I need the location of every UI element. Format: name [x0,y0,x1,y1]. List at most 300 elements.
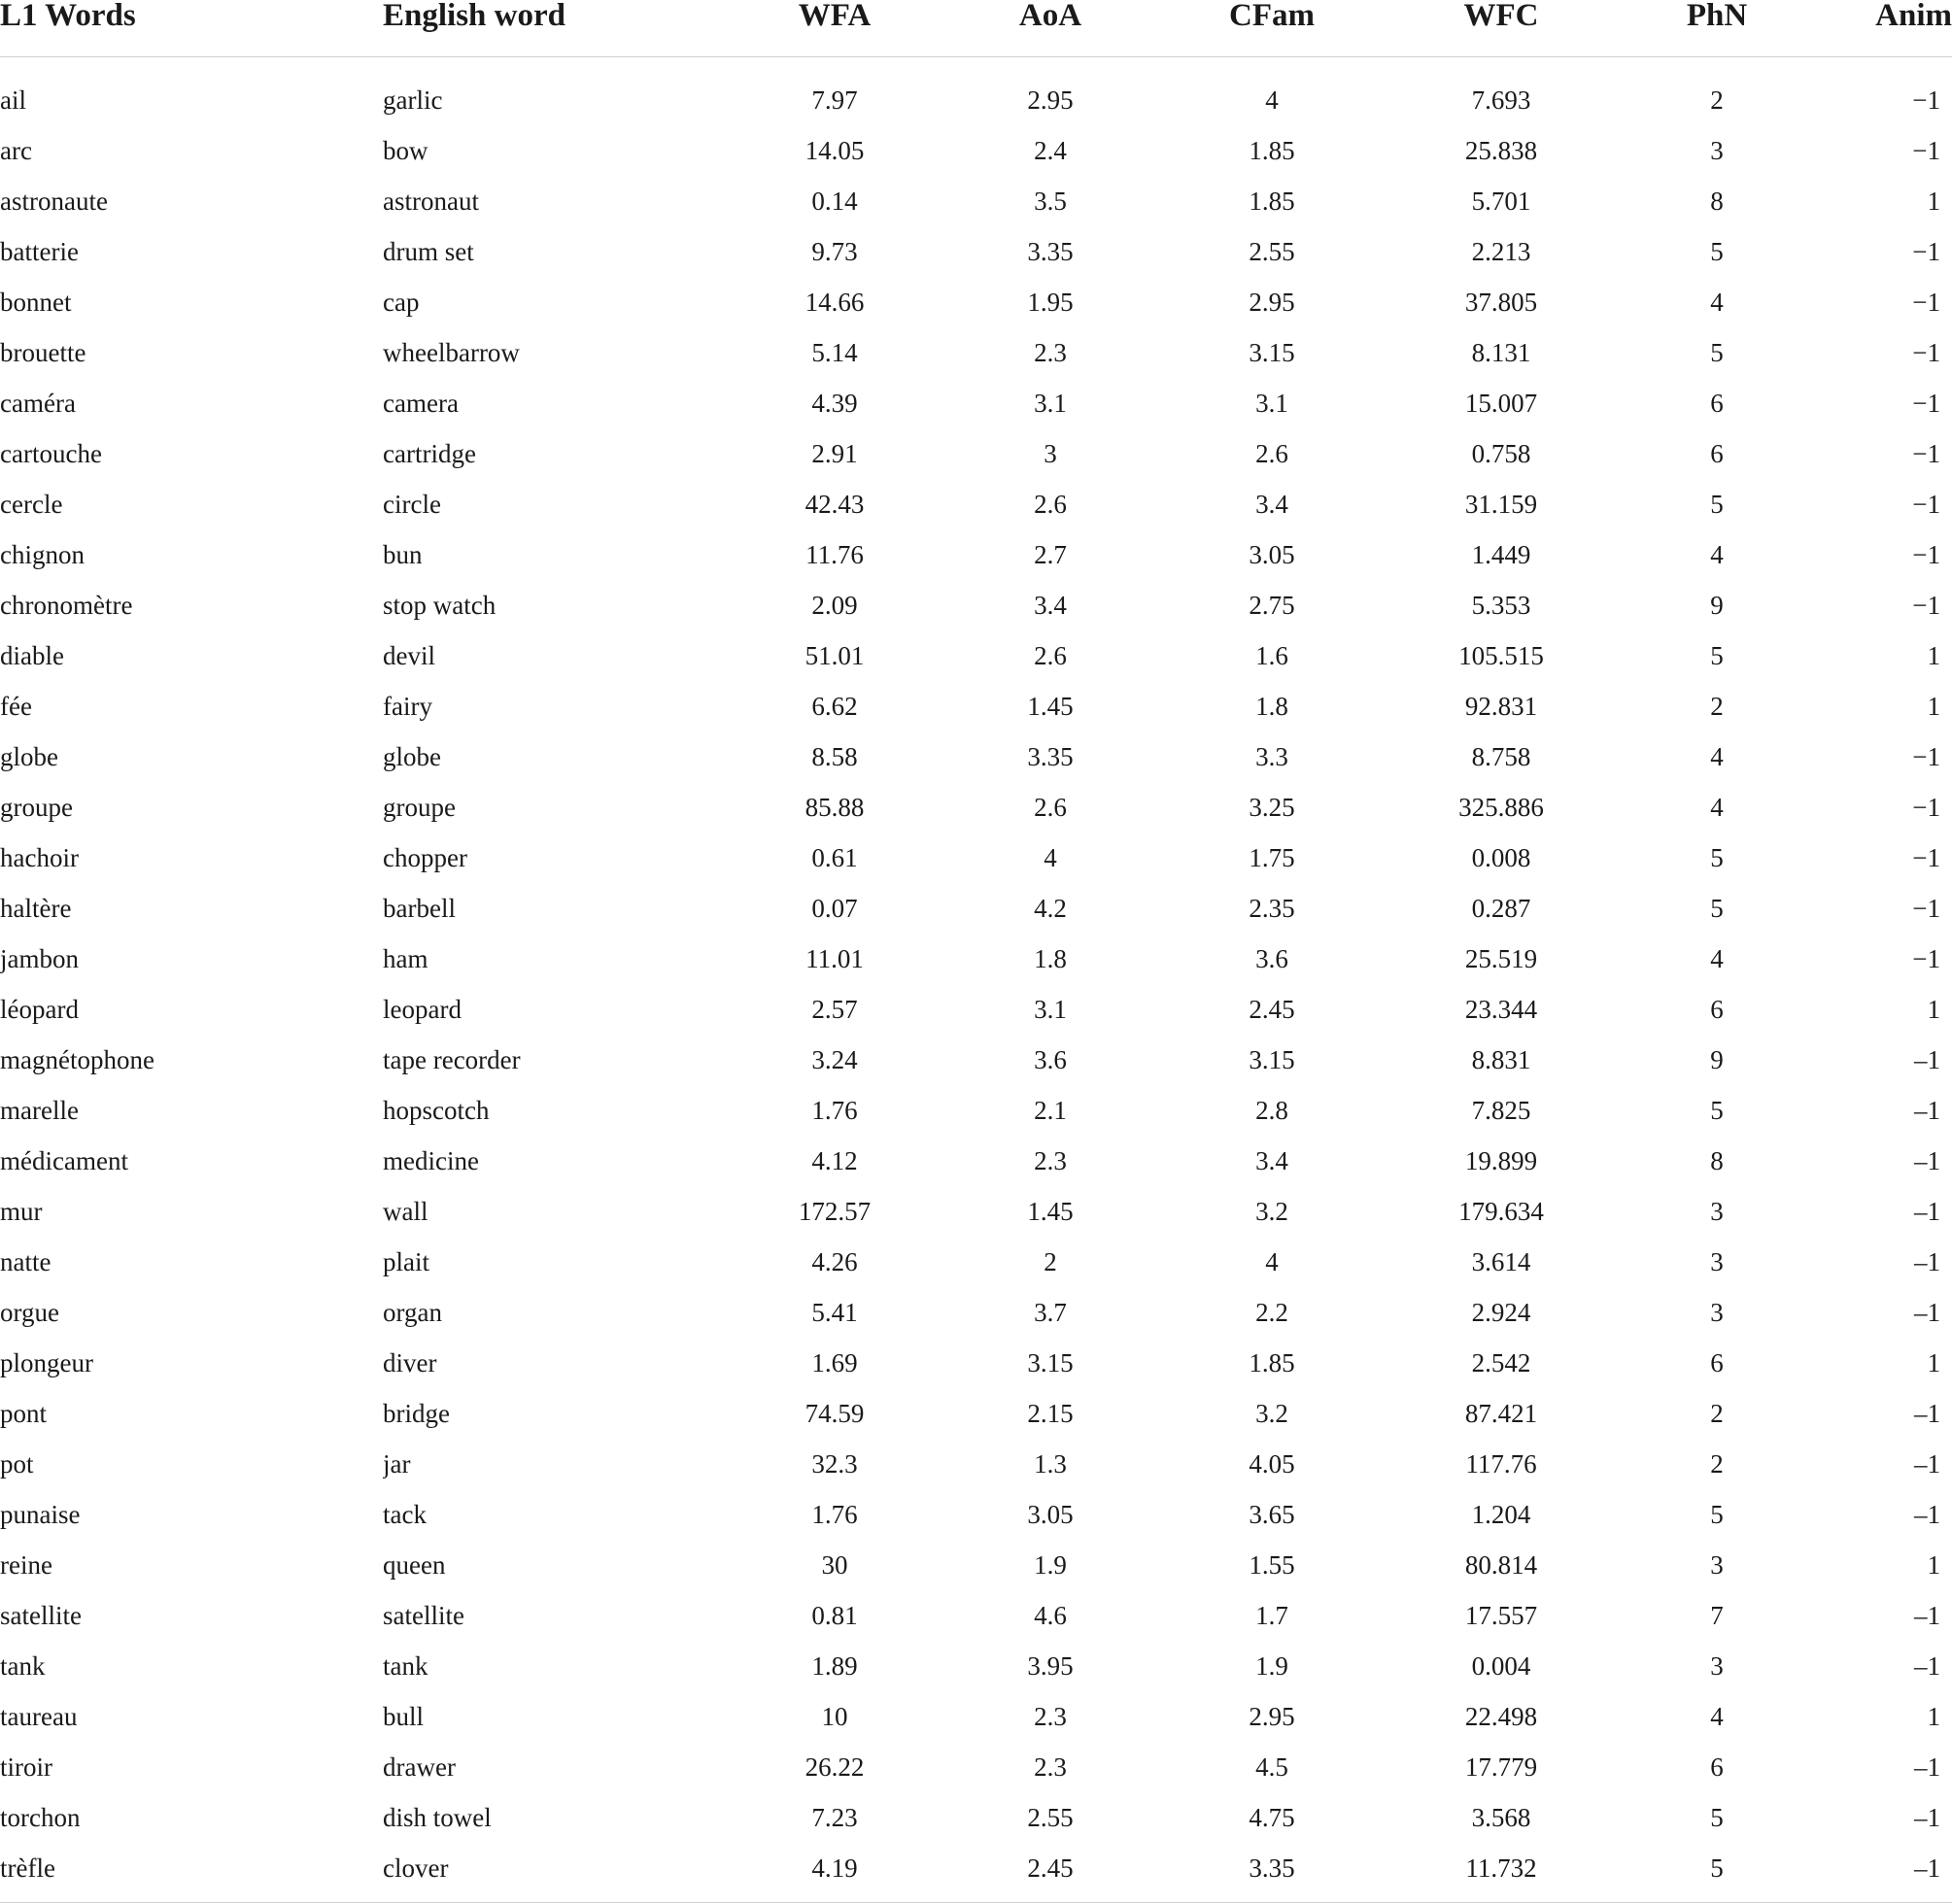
cell-anim: −1 [1912,540,1940,569]
cell-anim: −1 [1912,237,1940,266]
cell-cfam: 1.55 [1249,1550,1295,1580]
cell-phn: 5 [1710,1803,1724,1832]
cell-cfam: 2.8 [1255,1096,1288,1125]
cell-cfam: 3.15 [1249,1045,1295,1074]
cell-english-word: diver [383,1348,437,1377]
cell-english-word: wheelbarrow [383,338,520,367]
header-l1-words: L1 Words [0,0,383,57]
cell-phn: 5 [1710,490,1724,519]
cell-cfam: 3.25 [1249,793,1295,822]
cell-cfam: 3.1 [1255,389,1288,418]
cell-phn: 3 [1710,1247,1724,1276]
cell-phn: 7 [1710,1601,1724,1630]
cell-l1-word: punaise [0,1500,81,1529]
cell-english-word: hopscotch [383,1096,490,1125]
table-row [0,1388,1952,1439]
cell-phn: 6 [1710,439,1724,468]
cell-cfam: 1.8 [1255,692,1288,721]
cell-anim: –1 [1914,1500,1940,1529]
cell-aoa: 1.3 [1034,1449,1067,1479]
cell-wfa: 14.66 [805,288,865,317]
cell-l1-word: groupe [0,793,73,822]
cell-l1-word: taureau [0,1702,78,1731]
cell-aoa: 2.55 [1027,1803,1074,1832]
cell-wfa: 0.07 [811,894,858,923]
table-row [0,630,1952,681]
cell-anim: 1 [1927,1702,1940,1731]
cell-wfa: 14.05 [805,136,865,165]
table-row [0,327,1952,378]
cell-anim: –1 [1914,1247,1940,1276]
cell-phn: 6 [1710,1348,1724,1377]
cell-l1-word: pont [0,1399,48,1428]
cell-wfa: 1.76 [811,1096,858,1125]
cell-cfam: 1.6 [1255,641,1288,670]
cell-wfa: 7.97 [811,85,858,115]
table-row [0,1439,1952,1489]
cell-aoa: 2.3 [1034,1702,1067,1731]
cell-anim: –1 [1914,1803,1940,1832]
cell-cfam: 3.6 [1255,944,1288,973]
cell-phn: 4 [1710,793,1724,822]
table-row [0,1590,1952,1641]
cell-wfa: 8.58 [811,742,858,771]
cell-anim: −1 [1912,894,1940,923]
cell-cfam: 3.35 [1249,1853,1295,1883]
table-row [0,1237,1952,1287]
cell-aoa: 4.2 [1034,894,1067,923]
cell-aoa: 3.5 [1034,187,1067,216]
cell-phn: 6 [1710,995,1724,1024]
cell-l1-word: batterie [0,237,79,266]
table-row [0,1338,1952,1388]
cell-wfc: 3.614 [1471,1247,1531,1276]
cell-phn: 8 [1710,187,1724,216]
cell-phn: 3 [1710,136,1724,165]
table-row [0,1691,1952,1742]
table-row [0,984,1952,1035]
header-spacer [0,57,1952,76]
cell-cfam: 2.75 [1249,591,1295,620]
cell-l1-word: ail [0,85,26,115]
cell-wfc: 7.693 [1471,85,1531,115]
cell-anim: −1 [1912,490,1940,519]
table-row [0,580,1952,630]
cell-wfa: 74.59 [805,1399,865,1428]
cell-aoa: 2.1 [1034,1096,1067,1125]
cell-english-word: bow [383,136,428,165]
table-row [0,428,1952,479]
table-row [0,378,1952,428]
cell-l1-word: bonnet [0,288,72,317]
cell-english-word: wall [383,1197,428,1226]
cell-wfc: 23.344 [1464,995,1538,1024]
cell-english-word: drawer [383,1752,456,1782]
cell-wfc: 117.76 [1465,1449,1537,1479]
cell-wfc: 1.449 [1471,540,1531,569]
cell-anim: –1 [1914,1449,1940,1479]
cell-l1-word: hachoir [0,843,79,872]
cell-cfam: 2.35 [1249,894,1295,923]
cell-english-word: medicine [383,1146,479,1175]
cell-phn: 5 [1710,1853,1724,1883]
cell-phn: 2 [1710,692,1724,721]
cell-wfc: 8.758 [1471,742,1531,771]
cell-wfa: 1.76 [811,1500,858,1529]
cell-l1-word: satellite [0,1601,82,1630]
cell-wfa: 26.22 [805,1752,865,1782]
cell-wfc: 17.557 [1464,1601,1538,1630]
cell-wfa: 30 [821,1550,848,1580]
table-row [0,1085,1952,1136]
cell-wfa: 1.69 [811,1348,858,1377]
cell-aoa: 2.6 [1034,641,1067,670]
table-row [0,226,1952,277]
cell-l1-word: natte [0,1247,51,1276]
cell-wfc: 0.758 [1471,439,1531,468]
cell-aoa: 4.6 [1034,1601,1067,1630]
cell-aoa: 3.1 [1034,389,1067,418]
cell-english-word: leopard [383,995,462,1024]
cell-english-word: astronaut [383,187,479,216]
header-english-word: English word [383,0,727,57]
cell-cfam: 4 [1265,85,1279,115]
cell-english-word: circle [383,490,441,519]
cell-l1-word: arc [0,136,32,165]
cell-cfam: 3.2 [1255,1197,1288,1226]
cell-anim: −1 [1912,288,1940,317]
cell-cfam: 2.95 [1249,288,1295,317]
table-row [0,1186,1952,1237]
cell-aoa: 3.05 [1027,1500,1074,1529]
cell-wfc: 0.008 [1471,843,1531,872]
cell-cfam: 4.5 [1255,1752,1288,1782]
cell-aoa: 2.45 [1027,1853,1074,1883]
cell-wfc: 5.701 [1471,187,1531,216]
cell-anim: −1 [1912,742,1940,771]
cell-phn: 3 [1710,1550,1724,1580]
cell-english-word: fairy [383,692,432,721]
cell-wfc: 2.542 [1471,1348,1531,1377]
cell-aoa: 2 [1044,1247,1057,1276]
cell-aoa: 2.3 [1034,1146,1067,1175]
cell-english-word: garlic [383,85,443,115]
cell-anim: −1 [1912,591,1940,620]
cell-aoa: 1.45 [1027,1197,1074,1226]
cell-aoa: 2.3 [1034,1752,1067,1782]
cell-english-word: groupe [383,793,456,822]
cell-wfc: 11.732 [1465,1853,1537,1883]
table-row [0,529,1952,580]
table-row [0,1742,1952,1792]
cell-l1-word: marelle [0,1096,79,1125]
cell-l1-word: cercle [0,490,63,519]
cell-aoa: 2.15 [1027,1399,1074,1428]
cell-phn: 5 [1710,641,1724,670]
cell-aoa: 3 [1044,439,1057,468]
cell-wfc: 325.886 [1458,793,1544,822]
table-row [0,125,1952,176]
table-row [0,1540,1952,1590]
cell-l1-word: magnétophone [0,1045,154,1074]
cell-l1-word: orgue [0,1298,59,1327]
cell-l1-word: médicament [0,1146,128,1175]
cell-wfc: 22.498 [1464,1702,1538,1731]
cell-l1-word: diable [0,641,64,670]
cell-wfa: 172.57 [798,1197,872,1226]
cell-phn: 5 [1710,1096,1724,1125]
cell-anim: −1 [1912,338,1940,367]
cell-anim: –1 [1914,1298,1940,1327]
cell-phn: 8 [1710,1146,1724,1175]
cell-anim: −1 [1912,85,1940,115]
cell-phn: 2 [1710,1449,1724,1479]
cell-cfam: 1.75 [1249,843,1295,872]
cell-l1-word: haltère [0,894,72,923]
cell-cfam: 1.85 [1249,187,1295,216]
cell-anim: –1 [1914,1197,1940,1226]
cell-wfc: 31.159 [1464,490,1538,519]
cell-wfa: 3.24 [811,1045,858,1074]
cell-wfc: 15.007 [1464,389,1538,418]
table-row [0,934,1952,984]
cell-l1-word: brouette [0,338,86,367]
cell-wfa: 4.39 [811,389,858,418]
cell-anim: 1 [1927,1550,1940,1580]
table-header [0,0,1952,57]
cell-wfc: 19.899 [1464,1146,1538,1175]
cell-anim: 1 [1927,995,1940,1024]
cell-anim: –1 [1914,1399,1940,1428]
cell-phn: 4 [1710,944,1724,973]
cell-english-word: globe [383,742,441,771]
cell-english-word: barbell [383,894,456,923]
table-row [0,176,1952,226]
cell-wfa: 2.57 [811,995,858,1024]
cell-l1-word: mur [0,1197,43,1226]
cell-wfa: 51.01 [805,641,865,670]
cell-english-word: dish towel [383,1803,492,1832]
cell-aoa: 4 [1044,843,1057,872]
cell-phn: 2 [1710,85,1724,115]
cell-wfc: 2.924 [1471,1298,1531,1327]
cell-wfc: 0.004 [1471,1651,1531,1681]
cell-anim: –1 [1914,1096,1940,1125]
cell-l1-word: reine [0,1550,52,1580]
cell-l1-word: fée [0,692,32,721]
cell-english-word: chopper [383,843,467,872]
cell-wfc: 8.131 [1471,338,1531,367]
cell-english-word: camera [383,389,459,418]
cell-anim: –1 [1914,1651,1940,1681]
table-row [0,782,1952,833]
cell-aoa: 3.4 [1034,591,1067,620]
cell-phn: 6 [1710,389,1724,418]
cell-anim: 1 [1927,187,1940,216]
header-anim: Anim [1817,0,1952,57]
cell-wfa: 5.41 [811,1298,858,1327]
cell-english-word: satellite [383,1601,464,1630]
cell-english-word: cartridge [383,439,476,468]
cell-wfc: 2.213 [1471,237,1531,266]
cell-wfa: 11.76 [805,540,864,569]
cell-wfc: 7.825 [1471,1096,1531,1125]
cell-phn: 3 [1710,1197,1724,1226]
cell-phn: 4 [1710,540,1724,569]
cell-aoa: 3.95 [1027,1651,1074,1681]
cell-phn: 9 [1710,591,1724,620]
table-row [0,479,1952,529]
cell-wfc: 80.814 [1464,1550,1538,1580]
cell-cfam: 2.95 [1249,1702,1295,1731]
cell-wfa: 0.61 [811,843,858,872]
cell-anim: −1 [1912,136,1940,165]
table-row [0,1641,1952,1691]
cell-phn: 6 [1710,1752,1724,1782]
cell-anim: –1 [1914,1601,1940,1630]
cell-l1-word: chronomètre [0,591,133,620]
cell-aoa: 1.9 [1034,1550,1067,1580]
cell-phn: 3 [1710,1298,1724,1327]
table-row [0,681,1952,731]
header-row [0,0,1952,57]
cell-wfc: 3.568 [1471,1803,1531,1832]
cell-l1-word: caméra [0,389,76,418]
cell-wfa: 2.09 [811,591,858,620]
cell-wfa: 42.43 [805,490,865,519]
cell-wfa: 4.26 [811,1247,858,1276]
header-phn: PhN [1617,0,1817,57]
cell-wfc: 105.515 [1458,641,1544,670]
cell-wfa: 9.73 [811,237,858,266]
table-row [0,1287,1952,1338]
cell-phn: 5 [1710,338,1724,367]
table-row [0,1136,1952,1186]
cell-aoa: 1.45 [1027,692,1074,721]
cell-l1-word: tank [0,1651,46,1681]
cell-aoa: 1.95 [1027,288,1074,317]
cell-anim: –1 [1914,1146,1940,1175]
cell-phn: 3 [1710,1651,1724,1681]
table-row [0,731,1952,782]
cell-wfc: 0.287 [1471,894,1531,923]
cell-cfam: 4.75 [1249,1803,1295,1832]
cell-english-word: queen [383,1550,446,1580]
cell-wfc: 17.779 [1464,1752,1538,1782]
cell-wfa: 1.89 [811,1651,858,1681]
cell-cfam: 1.85 [1249,136,1295,165]
table-row [0,75,1952,125]
cell-english-word: clover [383,1853,449,1883]
cell-aoa: 2.7 [1034,540,1067,569]
cell-wfa: 0.14 [811,187,858,216]
cell-english-word: ham [383,944,428,973]
cell-aoa: 3.35 [1027,237,1074,266]
cell-l1-word: astronaute [0,187,108,216]
table-bottom-rule [0,1902,1952,1903]
cell-aoa: 1.8 [1034,944,1067,973]
cell-aoa: 2.4 [1034,136,1067,165]
cell-english-word: devil [383,641,435,670]
cell-cfam: 3.65 [1249,1500,1295,1529]
cell-l1-word: trèfle [0,1853,55,1883]
cell-cfam: 2.6 [1255,439,1288,468]
cell-wfa: 85.88 [805,793,865,822]
cell-english-word: tack [383,1500,427,1529]
cell-anim: −1 [1912,389,1940,418]
cell-cfam: 4 [1265,1247,1279,1276]
cell-english-word: bun [383,540,423,569]
cell-l1-word: jambon [0,944,79,973]
cell-wfa: 4.19 [811,1853,858,1883]
header-wfa: WFA [727,0,942,57]
table-row [0,1489,1952,1540]
cell-cfam: 3.4 [1255,490,1288,519]
cell-phn: 5 [1710,237,1724,266]
cell-phn: 5 [1710,843,1724,872]
cell-l1-word: cartouche [0,439,102,468]
cell-english-word: bridge [383,1399,450,1428]
cell-wfc: 37.805 [1464,288,1538,317]
cell-english-word: plait [383,1247,429,1276]
cell-wfc: 5.353 [1471,591,1531,620]
header-cfam: CFam [1158,0,1386,57]
cell-l1-word: léopard [0,995,79,1024]
cell-l1-word: globe [0,742,58,771]
cell-anim: –1 [1914,1752,1940,1782]
cell-l1-word: torchon [0,1803,81,1832]
cell-anim: 1 [1927,1348,1940,1377]
cell-wfc: 25.838 [1464,136,1538,165]
cell-wfc: 92.831 [1464,692,1538,721]
cell-english-word: stop watch [383,591,497,620]
cell-cfam: 3.3 [1255,742,1288,771]
cell-anim: −1 [1912,793,1940,822]
cell-wfa: 32.3 [811,1449,858,1479]
cell-wfa: 5.14 [811,338,858,367]
table-row [0,883,1952,934]
cell-wfa: 6.62 [811,692,858,721]
cell-aoa: 3.15 [1027,1348,1074,1377]
cell-wfa: 2.91 [811,439,858,468]
cell-english-word: tank [383,1651,428,1681]
cell-wfc: 1.204 [1471,1500,1531,1529]
header-aoa: AoA [942,0,1158,57]
cell-phn: 5 [1710,1500,1724,1529]
cell-wfa: 7.23 [811,1803,858,1832]
cell-anim: −1 [1912,843,1940,872]
cell-aoa: 3.1 [1034,995,1067,1024]
table-row [0,1843,1952,1893]
cell-wfc: 179.634 [1458,1197,1544,1226]
cell-english-word: tape recorder [383,1045,521,1074]
cell-aoa: 2.6 [1034,793,1067,822]
cell-cfam: 2.45 [1249,995,1295,1024]
cell-wfa: 10 [821,1702,848,1731]
table-row [0,277,1952,327]
cell-cfam: 3.15 [1249,338,1295,367]
cell-wfc: 25.519 [1464,944,1538,973]
cell-cfam: 2.2 [1255,1298,1288,1327]
cell-phn: 2 [1710,1399,1724,1428]
cell-anim: 1 [1927,692,1940,721]
cell-anim: −1 [1912,944,1940,973]
cell-cfam: 3.2 [1255,1399,1288,1428]
cell-cfam: 3.4 [1255,1146,1288,1175]
cell-anim: –1 [1914,1045,1940,1074]
cell-cfam: 4.05 [1249,1449,1295,1479]
cell-cfam: 1.7 [1255,1601,1288,1630]
